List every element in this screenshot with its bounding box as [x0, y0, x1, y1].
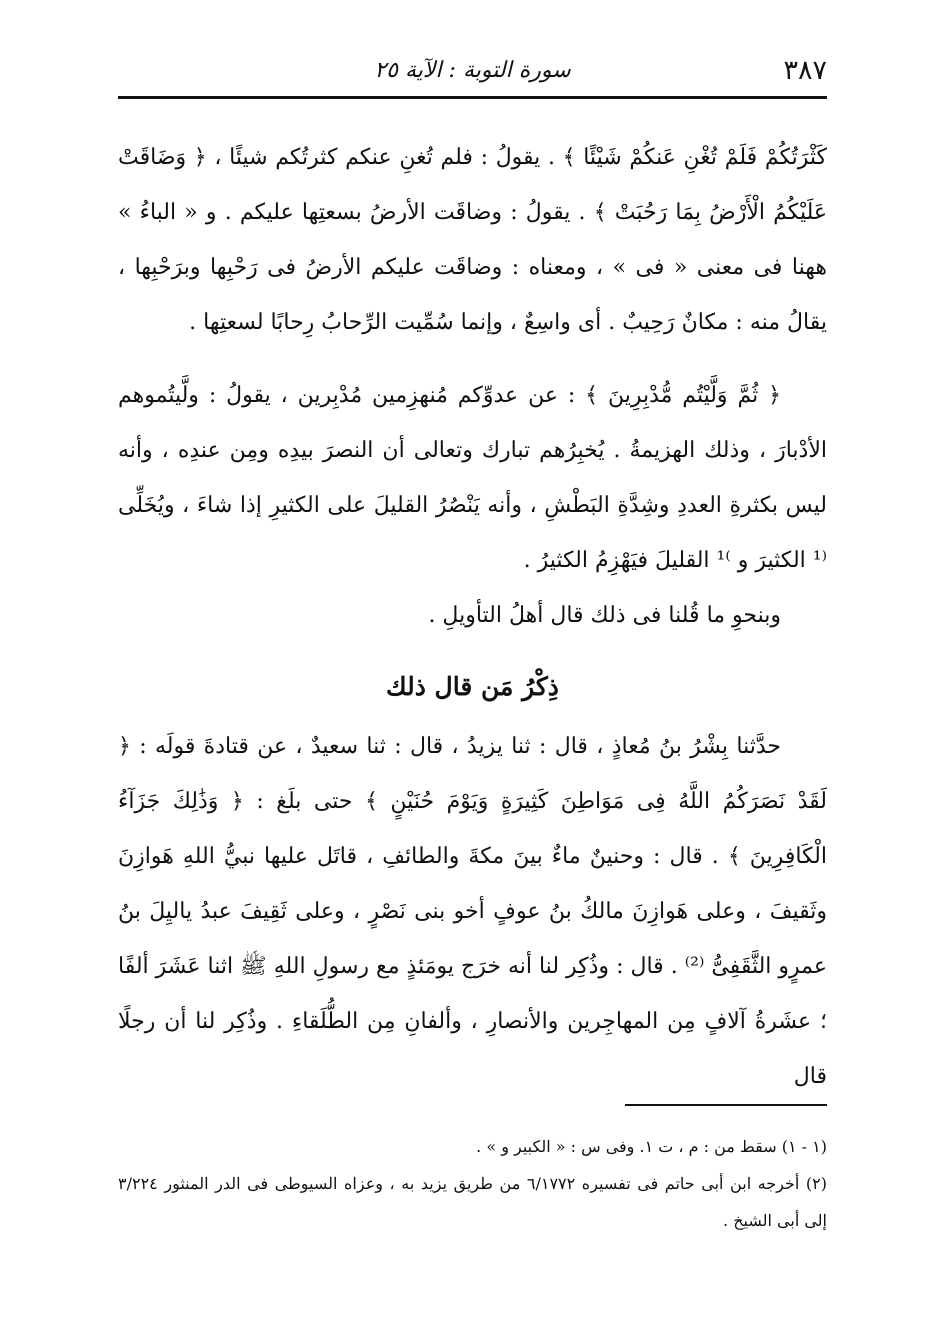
- page-number: ٣٨٧: [783, 54, 827, 86]
- footnotes: [118, 1128, 827, 1239]
- main-text: [118, 130, 827, 1104]
- footnote-1: (١ - ١) سقط من : م ، ت ١. وفى س : « الكبير و » .: [476, 1137, 827, 1156]
- section-heading: ذِكْرُ مَن قال ذلك: [386, 672, 559, 701]
- running-title: سورة التوبة : الآية ٢٥: [374, 57, 571, 83]
- paragraph-2: ﴿ ثُمَّ وَلَّيْتُم مُّدْبِرِينَ ﴾ : عن عدوِّكم مُنهزِمين مُدْبِرين ، يقولُ : ولَّيتُموهم الأدْبارَ ، وذلك الهزيمةُ . يُخبِرُهم تبارك وتعالى أن النصرَ بيدِه ومِن عندِه ، وأنه ليس بكثرةِ العددِ وشِدَّةِ البَطْشِ ، وأنه يَنْصُرُ القليلَ على الكثيرِ إذا شاءَ ، ويُخَلِّى ⁽¹ الكثيرَ و ⁾¹ القليلَ فيَهْزِمُ الكثيرُ .: [118, 383, 827, 573]
- page-header: [118, 50, 827, 90]
- footnote-2: (٢) أخرجه ابن أبى حاتم فى تفسيره ٦/١٧٧٢ من طريق يزيد به ، وعزاه السيوطى فى الدر المنثور ٣/٢٢٤ إلى أبى الشيخ .: [118, 1174, 828, 1230]
- paragraph-1: كَثْرَتُكُمْ فَلَمْ تُغْنِ عَنكُمْ شَيْئًا ﴾ . يقولُ : فلم تُغنِ عنكم كثرتُكم شيئًا ، ﴿ وَضَاقَتْ عَلَيْكُمُ الْأَرْضُ بِمَا رَحُبَتْ ﴾ . يقولُ : وضاقَت الأرضُ بسعتِها عليكم . و « الباءُ » ههنا فى معنى « فى » ، ومعناه : وضاقَت عليكم الأرضُ فى رَحْبِها وبرَحْبِها ، يقالُ منه : مكانٌ رَحِيبٌ . أى واسِعٌ ، وإنما سُمِّيت الرِّحابُ رِحابًا لسعتِها .: [118, 145, 827, 335]
- footnote-rule: [625, 1104, 827, 1106]
- header-rule: [118, 96, 827, 99]
- paragraph-4: حدَّثنا بِشْرُ بنُ مُعاذٍ ، قال : ثنا يزيدُ ، قال : ثنا سعيدٌ ، عن قتادةَ قولَه : ﴿ لَقَدْ نَصَرَكُمُ اللَّهُ فِى مَوَاطِنَ كَثِيرَةٍ وَيَوْمَ حُنَيْنٍ ﴾ حتى بلَغ : ﴿ وَذَٰلِكَ جَزَآءُ الْكَافِرِينَ ﴾ . قال : وحنينٌ ماءٌ بينَ مكةَ والطائفِ ، قاتَل عليها نبيُّ اللهِ هَوازِنَ وثَقيفَ ، وعلى هَوازِنَ مالكُ بنُ عوفٍ أخو بنى نَصْرٍ ، وعلى ثَقِيفَ عبدُ ياليِلَ بنُ عمرٍو الثَّقَفِىُّ ⁽²⁾ . قال : وذُكِر لنا أنه خرَج يومَئذٍ مع رسولِ اللهِ ﷺ اثنا عَشَرَ ألفًا ؛ عشَرةُ آلافٍ مِن المهاجِرين والأنصارِ ، وألفانِ مِن الطُّلَقاءِ . وذُكِر لنا أن رجلًا قال: [118, 734, 828, 1089]
- paragraph-3: وبنحوِ ما قُلنا فى ذلك قال أهلُ التأويلِ .: [428, 603, 781, 628]
